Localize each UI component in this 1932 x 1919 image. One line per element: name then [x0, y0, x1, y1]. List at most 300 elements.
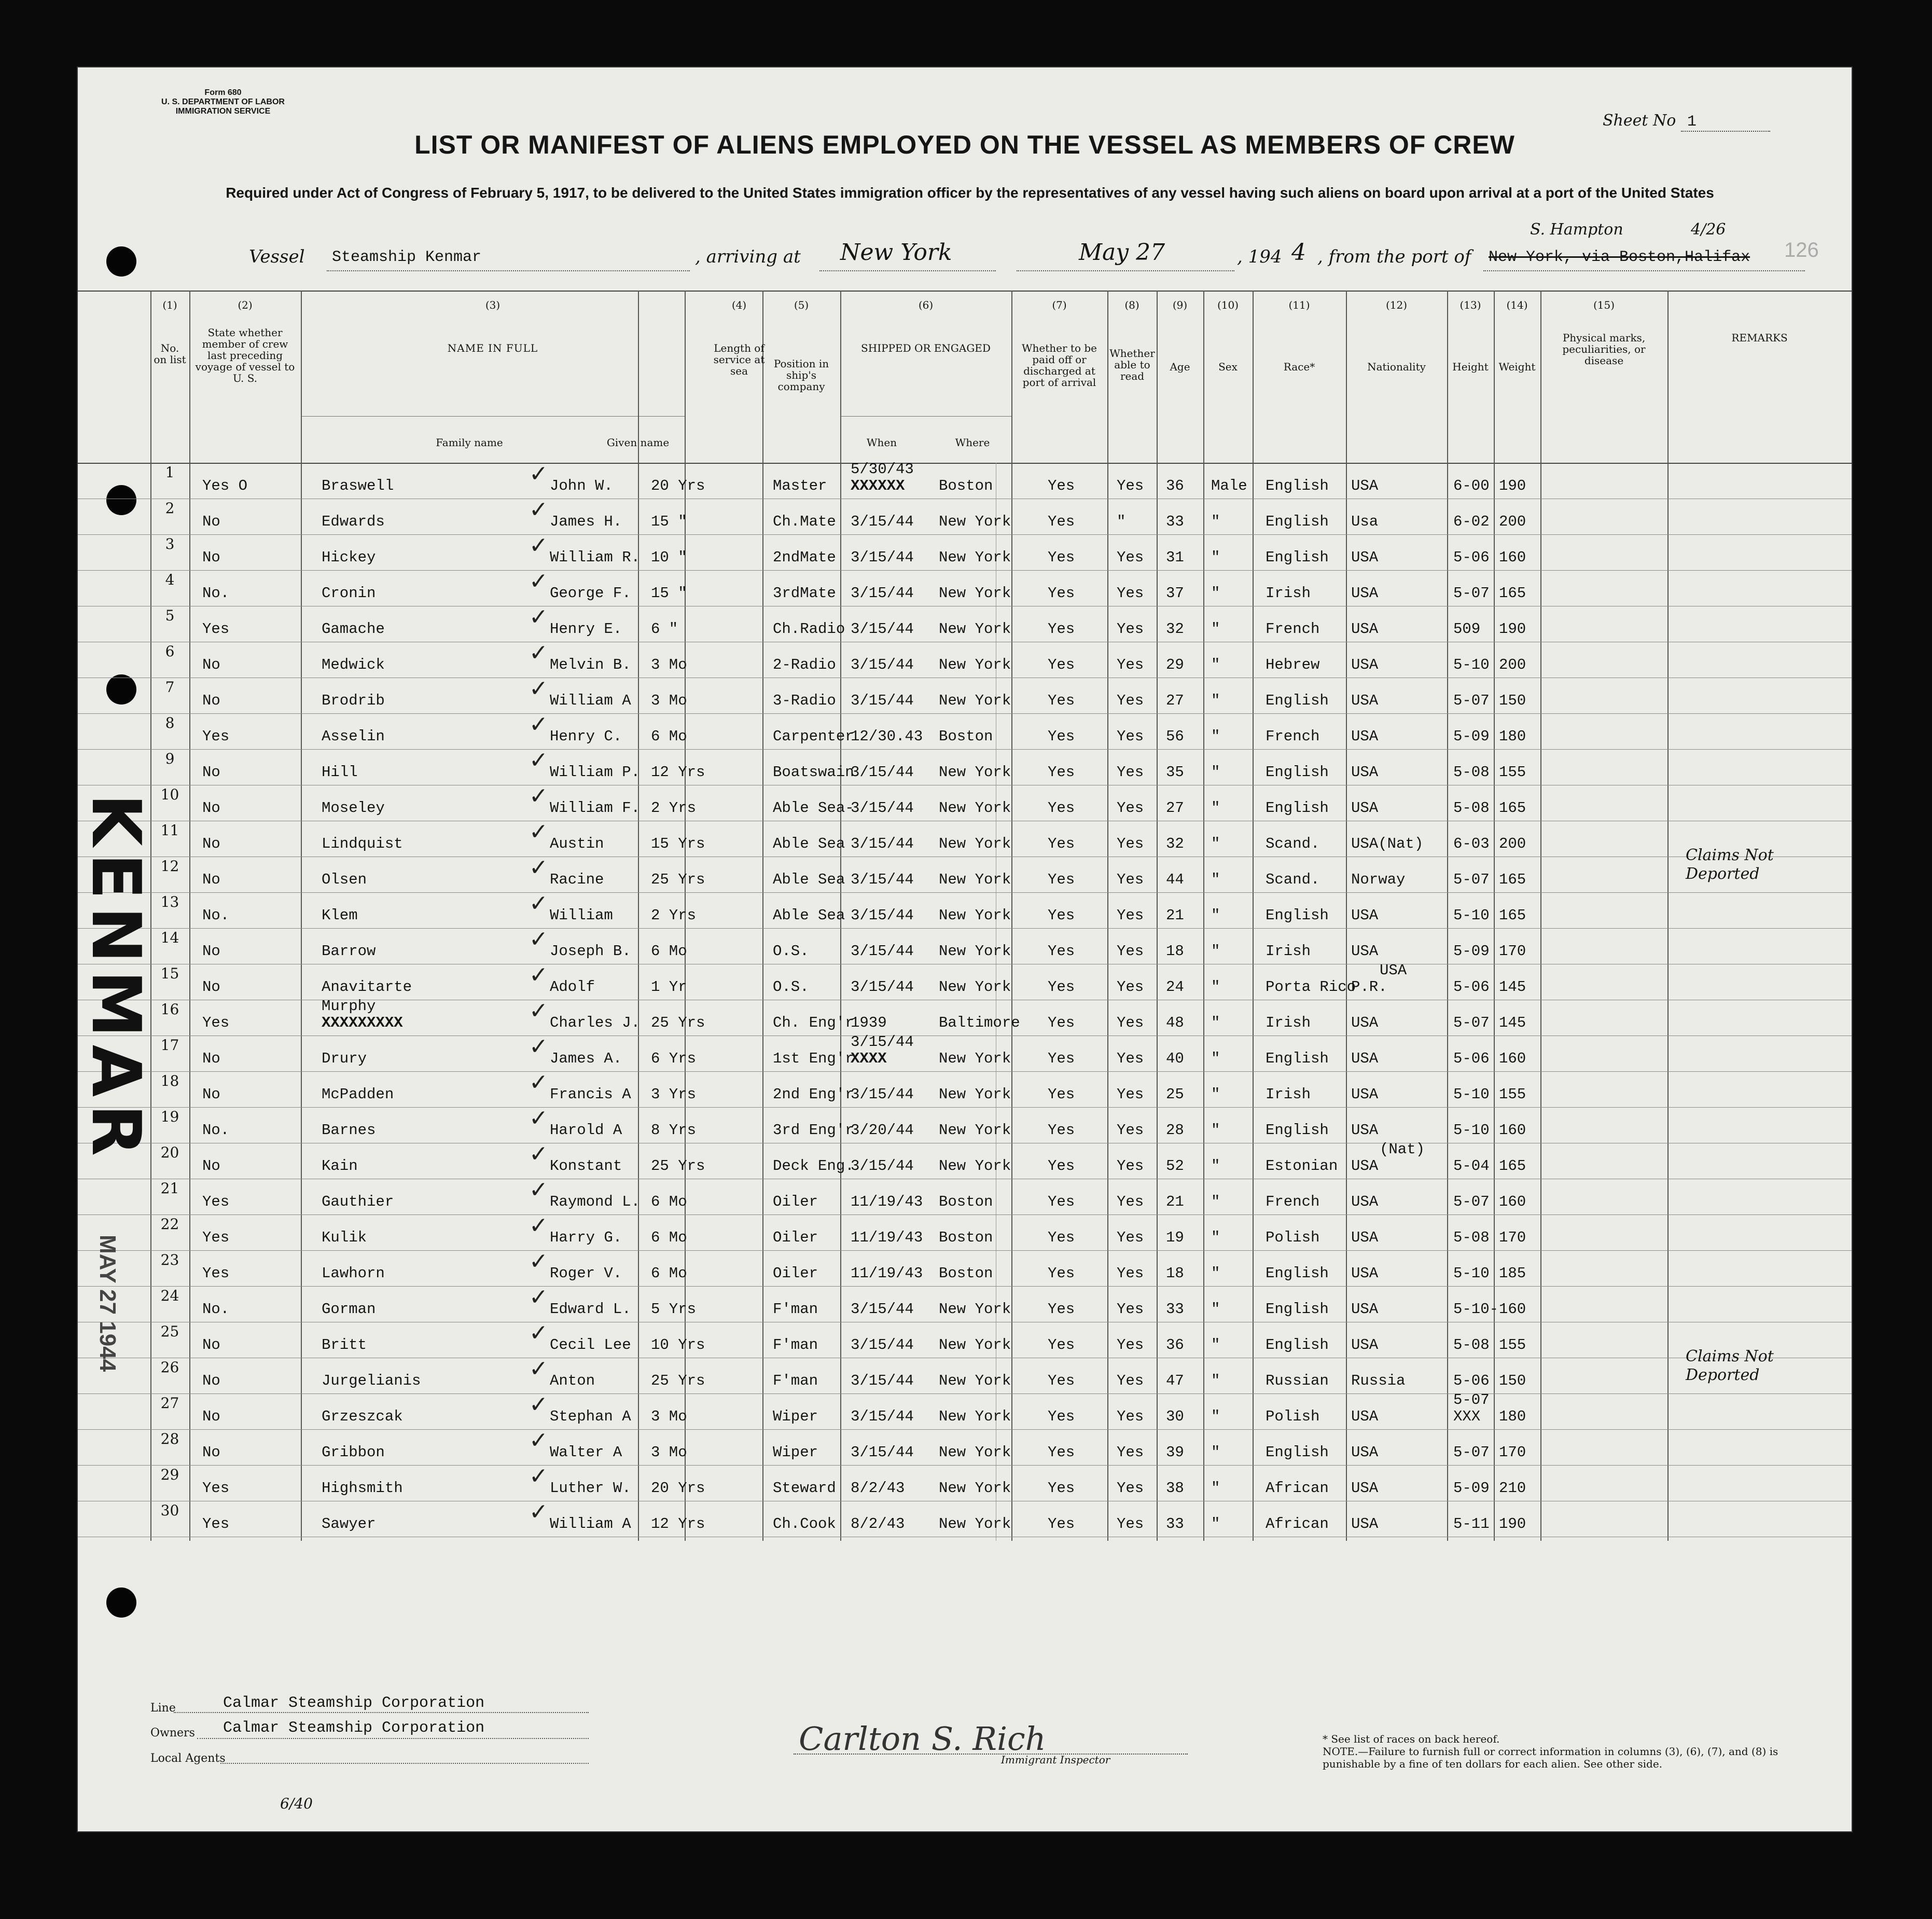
cell-race: Estonian — [1266, 1157, 1338, 1175]
cell-sex: " — [1211, 943, 1220, 960]
cell-sex: " — [1211, 692, 1220, 709]
owners-label: Owners — [150, 1727, 195, 1739]
inspector-signature: Carlton S. Rich — [799, 1720, 1046, 1758]
cell-read: Yes — [1117, 1122, 1144, 1139]
from-label: , from the port of — [1317, 246, 1471, 267]
cell-nat: USA — [1351, 620, 1379, 638]
cell-age: 21 — [1166, 907, 1184, 924]
cell-height: 5-07 — [1453, 585, 1490, 602]
cell-when: 3/15/44 — [851, 943, 914, 960]
cell-prev: Yes — [202, 1480, 230, 1497]
cell-position: Carpenter — [773, 728, 854, 745]
cell-weight: 155 — [1499, 1336, 1526, 1354]
cell-given: Charles J. — [550, 1014, 641, 1031]
cell-read: Yes — [1117, 1265, 1144, 1282]
cell-family: Britt — [322, 1336, 367, 1354]
check-mark-icon: ✓ — [529, 783, 548, 809]
cell-nat: Russia — [1351, 1372, 1406, 1389]
cell-where: Baltimore — [939, 1014, 1020, 1031]
cell-given: William P. — [550, 764, 641, 781]
cell-weight: 160 — [1499, 1193, 1526, 1210]
cell-where: New York — [939, 549, 1011, 566]
cell-height: 5-10 — [1453, 1265, 1490, 1282]
shipped-when-header: When — [866, 436, 897, 449]
cell-service: 5 Yrs — [651, 1301, 697, 1318]
table-rule — [840, 416, 1011, 417]
cell-read: Yes — [1117, 1408, 1144, 1425]
cell-sex: " — [1211, 799, 1220, 817]
cell-weight: 200 — [1499, 656, 1526, 673]
cell-weight: 170 — [1499, 1444, 1526, 1461]
cell-height: 5-06 — [1453, 1050, 1490, 1067]
cell-read: " — [1117, 513, 1126, 530]
row-number: 18 — [160, 1072, 179, 1089]
cell-prev: Yes — [202, 1193, 230, 1210]
cell-where: New York — [939, 1372, 1011, 1389]
row-number: 1 — [165, 464, 175, 481]
cell-service: 15 " — [651, 513, 687, 530]
cell-position: 1st Eng'r — [773, 1050, 854, 1067]
cell-where: Boston — [939, 728, 993, 745]
cell-where: New York — [939, 943, 1011, 960]
cell-where: New York — [939, 1515, 1011, 1533]
cell-read: Yes — [1117, 1157, 1144, 1175]
cell-age: 31 — [1166, 549, 1184, 566]
check-mark-icon: ✓ — [529, 1499, 548, 1525]
fill-line — [327, 270, 690, 271]
cell-family: Lawhorn — [322, 1265, 385, 1282]
cell-nat: USA — [1351, 477, 1379, 494]
cell-age: 19 — [1166, 1229, 1184, 1246]
check-mark-icon: ✓ — [529, 1463, 548, 1489]
cell-race: French — [1266, 1193, 1320, 1210]
row-number: 4 — [165, 571, 175, 588]
cell-read: Yes — [1117, 978, 1144, 996]
vessel-label: Vessel — [249, 246, 305, 267]
vessel-name: Steamship Kenmar — [332, 248, 482, 266]
cell-prev: No — [202, 1408, 220, 1425]
cell-service: 10 Yrs — [651, 1336, 705, 1354]
row-rule — [78, 749, 1852, 750]
cell-weight: 190 — [1499, 620, 1526, 638]
col15-number: (15) — [1593, 299, 1615, 311]
cell-paid: Yes — [1048, 1444, 1075, 1461]
cell-prev: No — [202, 1372, 220, 1389]
cell-position: F'man — [773, 1372, 818, 1389]
col-rule — [1447, 291, 1448, 1541]
cell-nat: USA — [1351, 1229, 1379, 1246]
cell-weight: 190 — [1499, 477, 1526, 494]
col-rule — [1667, 291, 1669, 1541]
year-suffix: 4 — [1291, 239, 1306, 266]
cell-given: Henry E. — [550, 620, 622, 638]
fine-note — [1323, 1745, 1789, 1770]
col4-header: Length of service at sea — [713, 342, 765, 377]
inspector-label: Immigrant Inspector — [1001, 1754, 1110, 1766]
cell-where: New York — [939, 692, 1011, 709]
cell-prev: No — [202, 1336, 220, 1354]
cell-service: 3 Mo — [651, 656, 687, 673]
cell-paid: Yes — [1048, 1157, 1075, 1175]
row-rule — [78, 1214, 1852, 1215]
cell-read: Yes — [1117, 1480, 1144, 1497]
cell-paid: Yes — [1048, 585, 1075, 602]
page-subtitle: Required under Act of Congress of February 5, 1917, to be delivered to the United States immigration officer by the representatives of any vessel having such aliens on board upon arrival at a port of the United States — [226, 185, 1714, 201]
cell-family: Gribbon — [322, 1444, 385, 1461]
cell-when: 3/15/44 — [851, 978, 914, 996]
cell-race: African — [1266, 1480, 1329, 1497]
row-rule — [78, 928, 1852, 929]
cell-family: Klem — [322, 907, 358, 924]
cell-when: 11/19/43 — [851, 1265, 923, 1282]
cell-family: Moseley — [322, 799, 385, 817]
stamp-number: 126 — [1784, 239, 1819, 261]
cell-race: English — [1266, 1301, 1329, 1318]
cell-service: 6 Mo — [651, 1193, 687, 1210]
cell-weight: 160 — [1499, 549, 1526, 566]
cell-when: 12/30.43 — [851, 728, 923, 745]
cell-sex: Male — [1211, 477, 1247, 494]
cell-nat: USA — [1351, 549, 1379, 566]
cell-when: 3/15/44 — [851, 620, 914, 638]
cell-weight: 180 — [1499, 728, 1526, 745]
row-number: 9 — [165, 750, 175, 767]
col5-number: (5) — [794, 299, 809, 311]
cell-age: 28 — [1166, 1122, 1184, 1139]
cell-where: New York — [939, 513, 1011, 530]
cell-given: Raymond L. — [550, 1193, 641, 1210]
cell-position: Able Sea — [773, 871, 845, 888]
cell-race: English — [1266, 907, 1329, 924]
cell-paid: Yes — [1048, 1014, 1075, 1031]
cell-family: Drury — [322, 1050, 367, 1067]
cell-prev: No — [202, 764, 220, 781]
cell-where: New York — [939, 871, 1011, 888]
col1-number: (1) — [162, 299, 177, 311]
arrival-date: May 27 — [1079, 239, 1165, 266]
arriving-port: New York — [840, 239, 952, 266]
cell-position: Able Sea — [773, 835, 845, 852]
cell-read: Yes — [1117, 656, 1144, 673]
cell-where: New York — [939, 620, 1011, 638]
cell-race: Irish — [1266, 1014, 1311, 1031]
row-rule — [78, 1429, 1852, 1430]
cell-sex: " — [1211, 871, 1220, 888]
cell-position: Able Sea — [773, 907, 845, 924]
cell-prev: No — [202, 549, 220, 566]
cell-height-above: 5-07 — [1453, 1391, 1490, 1409]
cell-where: Boston — [939, 477, 993, 494]
cell-given: James A. — [550, 1050, 622, 1067]
cell-height: 5-10 — [1453, 656, 1490, 673]
cell-nat: USA — [1351, 656, 1379, 673]
cell-paid: Yes — [1048, 728, 1075, 745]
col9-number: (9) — [1172, 299, 1188, 311]
cell-when: 3/15/44 — [851, 835, 914, 852]
cell-given: Adolf — [550, 978, 595, 996]
cell-where: New York — [939, 1444, 1011, 1461]
cell-sex: " — [1211, 1265, 1220, 1282]
cell-race: Irish — [1266, 1086, 1311, 1103]
cell-read: Yes — [1117, 1229, 1144, 1246]
table-rule — [78, 463, 1852, 464]
row-number: 30 — [160, 1502, 179, 1519]
cell-prev: No — [202, 1444, 220, 1461]
cell-age: 47 — [1166, 1372, 1184, 1389]
cell-race: Scand. — [1266, 835, 1320, 852]
cell-read: Yes — [1117, 799, 1144, 817]
col-rule — [1011, 291, 1012, 1541]
cell-where: New York — [939, 585, 1011, 602]
cell-height: 5-08 — [1453, 1229, 1490, 1246]
cell-when-above: 5/30/43 — [851, 461, 914, 478]
cell-position: Deck Eng. — [773, 1157, 854, 1175]
cell-race: Russian — [1266, 1372, 1329, 1389]
check-mark-icon: ✓ — [529, 1427, 548, 1454]
margin-annotation — [77, 794, 156, 1261]
cell-age: 18 — [1166, 1265, 1184, 1282]
cell-weight: 145 — [1499, 978, 1526, 996]
cell-nat: USA — [1351, 1515, 1379, 1533]
cell-service: 25 Yrs — [651, 1157, 705, 1175]
cell-paid: Yes — [1048, 1122, 1075, 1139]
cell-service: 20 Yrs — [651, 477, 705, 494]
cell-sex: " — [1211, 1193, 1220, 1210]
cell-family: Lindquist — [322, 835, 403, 852]
cell-when: 3/15/44 — [851, 1408, 914, 1425]
check-mark-icon: ✓ — [529, 711, 548, 738]
cell-given: Konstant — [550, 1157, 622, 1175]
cell-paid: Yes — [1048, 764, 1075, 781]
cell-position: F'man — [773, 1336, 818, 1354]
cell-where: New York — [939, 799, 1011, 817]
cell-when: 8/2/43 — [851, 1515, 905, 1533]
cell-weight: 210 — [1499, 1480, 1526, 1497]
row-number: 8 — [165, 714, 175, 731]
form-number: Form 680 — [204, 88, 242, 97]
col11-number: (11) — [1288, 299, 1310, 311]
row-number: 11 — [160, 822, 179, 839]
cell-height: 5-06 — [1453, 978, 1490, 996]
cell-age: 24 — [1166, 978, 1184, 996]
cell-nat: USA — [1351, 1086, 1379, 1103]
cell-sex: " — [1211, 620, 1220, 638]
cell-height: 5-08 — [1453, 764, 1490, 781]
check-mark-icon: ✓ — [529, 854, 548, 881]
cell-family: Anavitarte — [322, 978, 412, 996]
cell-age: 40 — [1166, 1050, 1184, 1067]
cell-read: Yes — [1117, 1515, 1144, 1533]
cell-position: Ch.Mate — [773, 513, 836, 530]
row-rule — [78, 534, 1852, 535]
cell-sex: " — [1211, 1014, 1220, 1031]
cell-where: New York — [939, 1336, 1011, 1354]
col14-header: Weight — [1498, 361, 1536, 373]
cell-paid: Yes — [1048, 943, 1075, 960]
cell-nat: USA — [1351, 692, 1379, 709]
cell-sex: " — [1211, 1336, 1220, 1354]
check-mark-icon: ✓ — [529, 675, 548, 702]
cell-paid: Yes — [1048, 549, 1075, 566]
cell-sex: " — [1211, 1301, 1220, 1318]
row-number: 28 — [160, 1430, 179, 1447]
cell-nat: USA — [1351, 1157, 1379, 1175]
cell-prev: No — [202, 692, 220, 709]
cell-age: 30 — [1166, 1408, 1184, 1425]
form-number-block — [124, 88, 322, 116]
cell-family: Highsmith — [322, 1480, 403, 1497]
cell-nat: USA — [1351, 1301, 1379, 1318]
cell-read: Yes — [1117, 1372, 1144, 1389]
row-number: 7 — [165, 679, 175, 696]
cell-read: Yes — [1117, 907, 1144, 924]
cell-age: 21 — [1166, 1193, 1184, 1210]
cell-read: Yes — [1117, 1301, 1144, 1318]
remark-text: Claims Not Deported — [1686, 846, 1774, 883]
cell-read: Yes — [1117, 1193, 1144, 1210]
cell-service: 3 Mo — [651, 1444, 687, 1461]
cell-family: Hill — [322, 764, 358, 781]
cell-when: 3/15/44 — [851, 1336, 914, 1354]
cell-weight: 200 — [1499, 835, 1526, 852]
check-mark-icon: ✓ — [529, 1212, 548, 1239]
cell-given: Henry C. — [550, 728, 622, 745]
family-name-header: Family name — [436, 436, 503, 449]
cell-paid: Yes — [1048, 835, 1075, 852]
cell-age: 56 — [1166, 728, 1184, 745]
note-text: —Failure to furnish full or correct information in columns (3), (6), (7), and (8) is punishable by a fine of ten dollars for each alien. See other side. — [1323, 1745, 1778, 1770]
cell-family: Medwick — [322, 656, 385, 673]
cell-given: William F. — [550, 799, 641, 817]
col-rule — [1157, 291, 1158, 1541]
cell-prev: No. — [202, 1122, 230, 1139]
cell-paid: Yes — [1048, 1480, 1075, 1497]
cell-age: 18 — [1166, 943, 1184, 960]
manifest-page — [78, 67, 1852, 1831]
cell-paid: Yes — [1048, 1515, 1075, 1533]
table-rule — [301, 416, 685, 417]
cell-age: 25 — [1166, 1086, 1184, 1103]
cell-age: 52 — [1166, 1157, 1184, 1175]
from-date-handwritten: 4/26 — [1691, 220, 1726, 239]
cell-read: Yes — [1117, 871, 1144, 888]
cell-prev: No — [202, 513, 220, 530]
cell-prev: Yes — [202, 1515, 230, 1533]
cell-where: New York — [939, 656, 1011, 673]
cell-sex: " — [1211, 907, 1220, 924]
cell-height: 5-10 — [1453, 1086, 1490, 1103]
cell-age: 33 — [1166, 1515, 1184, 1533]
row-rule — [78, 1465, 1852, 1466]
cell-age: 33 — [1166, 1301, 1184, 1318]
fill-line — [220, 1763, 589, 1764]
cell-when: 3/15/44 — [851, 799, 914, 817]
col-rule — [1203, 291, 1204, 1541]
punch-hole — [106, 1587, 136, 1618]
row-number: 24 — [160, 1287, 179, 1304]
cell-read: Yes — [1117, 835, 1144, 852]
cell-where: Boston — [939, 1229, 993, 1246]
row-number: 22 — [160, 1216, 179, 1233]
cell-race: English — [1266, 799, 1329, 817]
cell-position: 2-Radio — [773, 656, 836, 673]
cell-given: Stephan A — [550, 1408, 631, 1425]
punch-hole — [106, 485, 136, 515]
cell-family: Asselin — [322, 728, 385, 745]
cell-race: English — [1266, 764, 1329, 781]
cell-position: F'man — [773, 1301, 818, 1318]
cell-nat: Norway — [1351, 871, 1406, 888]
cell-family: Gauthier — [322, 1193, 394, 1210]
cell-family: Sawyer — [322, 1515, 376, 1533]
cell-sex: " — [1211, 1050, 1220, 1067]
cell-position: 3-Radio — [773, 692, 836, 709]
cell-sex: " — [1211, 1122, 1220, 1139]
cell-where: Boston — [939, 1193, 993, 1210]
cell-given: William — [550, 907, 613, 924]
col7-header: Whether to be paid off or discharged at port of arrival — [1021, 342, 1097, 389]
cell-position: O.S. — [773, 978, 809, 996]
cell-sex: " — [1211, 585, 1220, 602]
check-mark-icon: ✓ — [529, 926, 548, 952]
cell-nat: USA — [1351, 907, 1379, 924]
cell-weight: 160 — [1499, 1050, 1526, 1067]
cell-weight: 170 — [1499, 943, 1526, 960]
from-port-handwritten: S. Hampton — [1530, 220, 1623, 239]
col2-number: (2) — [238, 299, 253, 311]
check-mark-icon: ✓ — [529, 461, 548, 487]
cell-family: Grzeszcak — [322, 1408, 403, 1425]
cell-sex: " — [1211, 1408, 1220, 1425]
cell-when: 3/15/44 — [851, 692, 914, 709]
cell-read: Yes — [1117, 585, 1144, 602]
col4-number: (4) — [731, 299, 747, 311]
cell-sex: " — [1211, 1515, 1220, 1533]
fill-line — [1017, 270, 1234, 271]
cell-paid: Yes — [1048, 871, 1075, 888]
cell-age: 29 — [1166, 656, 1184, 673]
cell-position: Ch.Cook — [773, 1515, 836, 1533]
cell-nat: USA — [1351, 1122, 1379, 1139]
cell-family: Barrow — [322, 943, 376, 960]
cell-service: 20 Yrs — [651, 1480, 705, 1497]
cell-service: 1 Yr — [651, 978, 687, 996]
cell-family: Kain — [322, 1157, 358, 1175]
cell-service: 12 Yrs — [651, 1515, 705, 1533]
cell-where: New York — [939, 1157, 1011, 1175]
check-mark-icon: ✓ — [529, 1105, 548, 1131]
year-prefix: , 194 — [1237, 246, 1282, 267]
cell-where: New York — [939, 835, 1011, 852]
sheet-number: 1 — [1681, 113, 1770, 132]
cell-height: 5-09 — [1453, 1480, 1490, 1497]
cell-prev: No. — [202, 907, 230, 924]
cell-height: 5-06 — [1453, 549, 1490, 566]
cell-race: Porta Rico — [1266, 978, 1356, 996]
cell-given: William R. — [550, 549, 641, 566]
cell-where: New York — [939, 978, 1011, 996]
col-rule — [189, 291, 190, 1541]
cell-family: Olsen — [322, 871, 367, 888]
cell-service: 6 Mo — [651, 1229, 687, 1246]
cell-paid: Yes — [1048, 513, 1075, 530]
cell-age: 38 — [1166, 1480, 1184, 1497]
check-mark-icon: ✓ — [529, 604, 548, 630]
cell-when: 3/15/44 — [851, 1301, 914, 1318]
cell-family: Gorman — [322, 1301, 376, 1318]
cell-service: 6 Mo — [651, 943, 687, 960]
cell-prev: No — [202, 1157, 220, 1175]
